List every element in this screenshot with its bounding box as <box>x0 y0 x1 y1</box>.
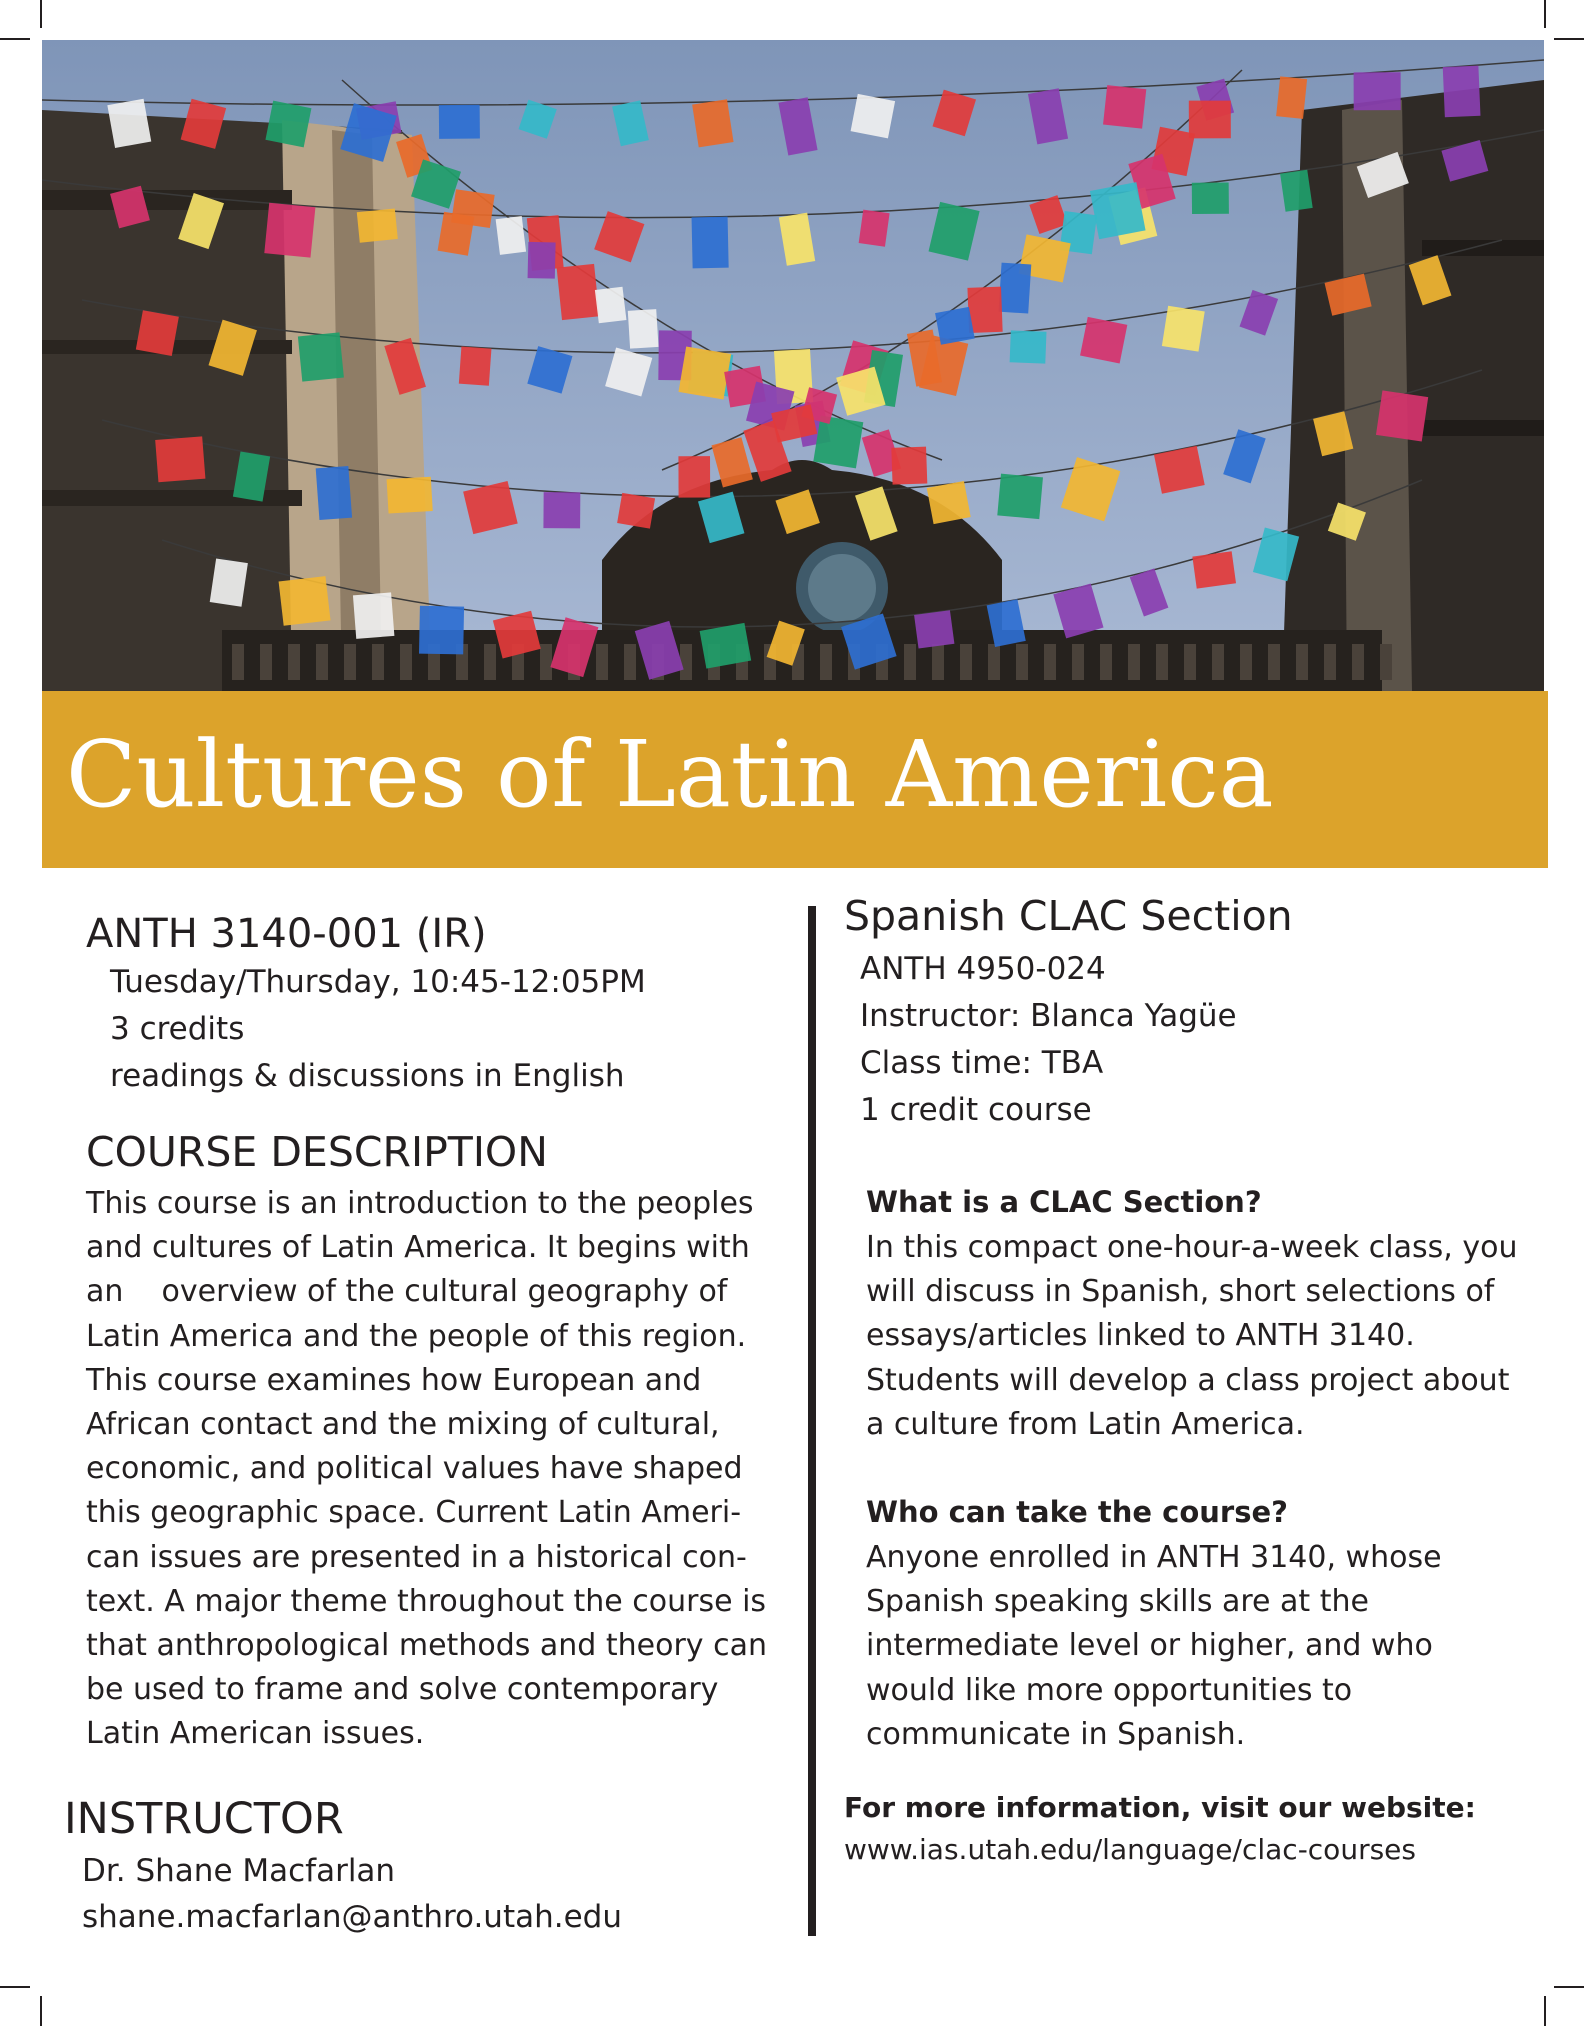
what-line: will discuss in Spanish, short selections of <box>866 1274 1495 1310</box>
description-line: be used to frame and solve contemporary <box>86 1672 719 1708</box>
title-banner <box>42 691 1548 868</box>
what-line: In this compact one-hour-a-week class, you <box>866 1230 1518 1265</box>
who-heading: Who can take the course? <box>866 1495 1288 1529</box>
description-line: this geographic space. Current Latin Ameri- <box>86 1495 742 1531</box>
page-title: Cultures of Latin America <box>66 721 1274 828</box>
crop-mark <box>40 0 42 28</box>
description-line: African contact and the mixing of cultural, <box>86 1407 720 1443</box>
description-line: This course is an introduction to the peoples <box>86 1186 754 1221</box>
instructor-heading: INSTRUCTOR <box>64 1794 344 1844</box>
who-line: Spanish speaking skills are at the <box>866 1584 1369 1620</box>
what-line: Students will develop a class project about <box>866 1362 1510 1398</box>
who-text <box>866 1536 1442 1757</box>
what-line: essays/articles linked to ANTH 3140. <box>866 1318 1415 1354</box>
column-divider <box>808 906 816 1936</box>
clac-instructor: Instructor: Blanca Yagüe <box>860 998 1237 1034</box>
crop-mark <box>40 1996 42 2026</box>
description-line: text. A major theme throughout the course is <box>86 1583 767 1619</box>
clac-course-code: ANTH 4950-024 <box>860 951 1106 987</box>
who-line: communicate in Spanish. <box>866 1716 1246 1752</box>
course-language: readings & discussions in English <box>110 1058 625 1094</box>
description-line: and cultures of Latin America. It begins with <box>86 1230 750 1266</box>
description-line: an overview of the cultural geography of <box>86 1274 728 1310</box>
clac-heading: Spanish CLAC Section <box>844 892 1293 940</box>
who-line: Anyone enrolled in ANTH 3140, whose <box>866 1540 1442 1575</box>
description-line: This course examines how European and <box>86 1362 702 1398</box>
instructor-name: Dr. Shane Macfarlan <box>82 1853 396 1889</box>
description-line: economic, and political values have shaped <box>86 1451 743 1487</box>
what-line: a culture from Latin America. <box>866 1406 1305 1442</box>
what-heading: What is a CLAC Section? <box>866 1185 1262 1219</box>
instructor-email[interactable]: shane.macfarlan@anthro.utah.edu <box>82 1899 623 1935</box>
description-heading: COURSE DESCRIPTION <box>86 1128 548 1176</box>
description-text <box>86 1182 767 1757</box>
description-line: Latin American issues. <box>86 1716 425 1752</box>
more-info-label: For more information, visit our website: <box>844 1791 1476 1824</box>
crop-mark <box>1544 1996 1546 2026</box>
what-text <box>866 1226 1517 1447</box>
crop-mark <box>0 38 30 40</box>
course-code: ANTH 3140-001 (IR) <box>86 911 487 957</box>
clac-credits: 1 credit course <box>860 1092 1092 1128</box>
description-line: can issues are presented in a historical con- <box>86 1539 747 1575</box>
crop-mark <box>0 1986 30 1988</box>
description-line: Latin America and the people of this region. <box>86 1318 747 1354</box>
clac-class-time: Class time: TBA <box>860 1045 1104 1081</box>
who-line: intermediate level or higher, and who <box>866 1628 1433 1664</box>
crop-mark <box>1554 1986 1584 1988</box>
description-line: that anthropological methods and theory can <box>86 1628 767 1664</box>
crop-mark <box>1554 38 1584 40</box>
course-schedule: Tuesday/Thursday, 10:45-12:05PM <box>110 964 646 1000</box>
crop-mark <box>1544 0 1546 28</box>
hero-photo <box>42 40 1544 691</box>
who-line: would like more opportunities to <box>866 1672 1353 1708</box>
website-link[interactable]: www.ias.utah.edu/language/clac-courses <box>844 1833 1416 1866</box>
course-credits: 3 credits <box>110 1011 245 1047</box>
